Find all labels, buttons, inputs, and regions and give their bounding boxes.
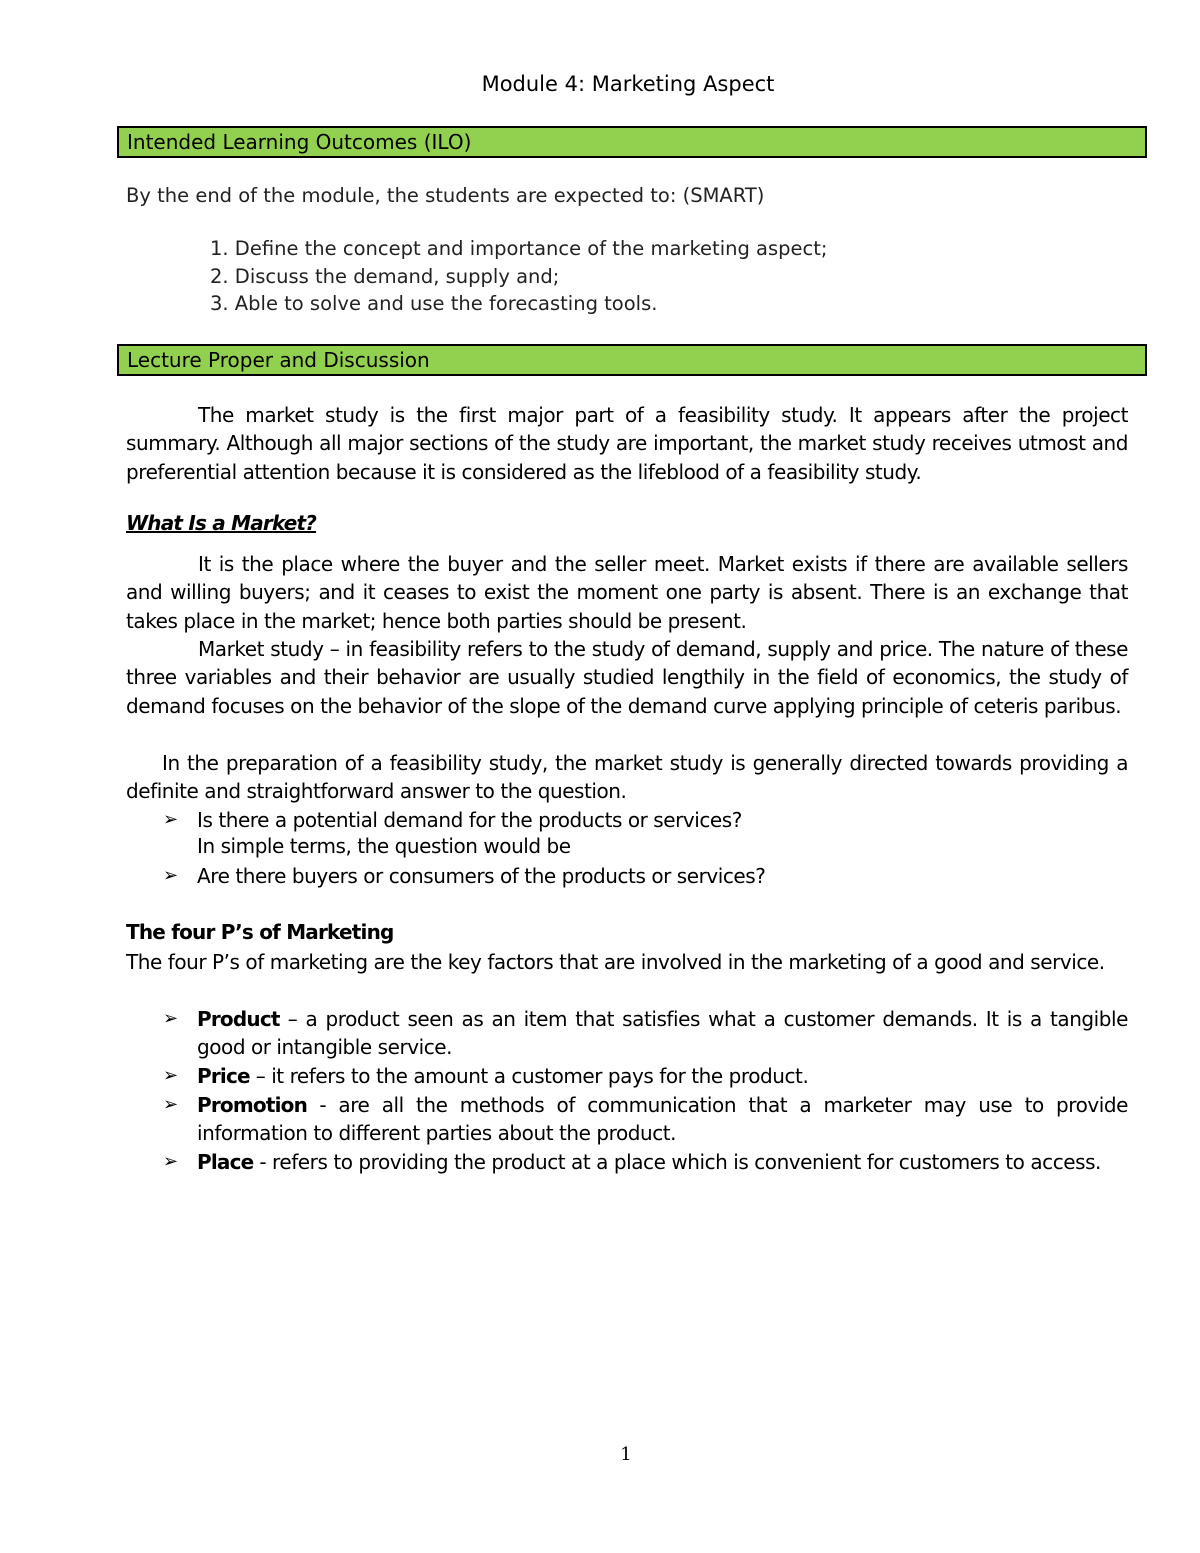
term-label: Price [197, 1064, 250, 1088]
term-description: it refers to the amount a customer pays for the product. [271, 1064, 809, 1088]
lecture-intro-paragraph: The market study is the first major part of a feasibility study. It appears after the project summary. Although all major sections of the study are important, the market study receives utmost and preferential attention because it is considered as the lifeblood of a feasibility study. [126, 403, 1128, 484]
term-label: Promotion [197, 1093, 308, 1117]
four-ps-item-price [163, 1062, 1128, 1090]
term-label: Product [197, 1007, 280, 1031]
what-is-a-market-heading: What Is a Market? [126, 511, 317, 535]
term-separator: - [253, 1150, 273, 1174]
page-number: 1 [620, 1444, 632, 1465]
list-item [163, 806, 1128, 834]
term-separator: - [307, 1093, 339, 1117]
arrow-bullet-icon: ➢ [163, 1065, 178, 1086]
term-separator: – [249, 1064, 272, 1088]
four-ps-item-promotion [163, 1091, 1128, 1148]
learning-outcome-1: 1. Define the concept and importance of the marketing aspect; [210, 237, 828, 260]
module-title: Module 4: Marketing Aspect [481, 72, 775, 96]
four-ps-intro: The four P’s of marketing are the key factors that are involved in the marketing of a good and service. [126, 950, 1105, 974]
list-item-text [197, 1148, 1128, 1176]
market-paragraph-2: Market study – in feasibility refers to the study of demand, supply and price. The nature of these three variables and their behavior are usually studied lengthily in the field of economics, the study of demand focuses on the behavior of the slope of the demand curve applying principle of ceteris paribus. [126, 637, 1128, 718]
four-ps-heading: The four P’s of Marketing [126, 920, 394, 944]
list-item [163, 862, 1128, 890]
learning-outcome-3: 3. Able to solve and use the forecasting tools. [210, 292, 658, 315]
term-label: Place [197, 1150, 254, 1174]
arrow-bullet-icon: ➢ [163, 809, 178, 830]
bullet-text: Are there buyers or consumers of the products or services? [197, 864, 766, 888]
term-description: refers to providing the product at a place which is convenient for customers to access. [272, 1150, 1101, 1174]
ilo-intro: By the end of the module, the students are expected to: (SMART) [126, 184, 765, 207]
term-description: are all the methods of communication that a marketer may use to provide information to different parties about the product. [197, 1093, 1128, 1146]
term-description: a product seen as an item that satisfies what a customer demands. It is a tangible good or intangible service. [197, 1007, 1128, 1060]
arrow-bullet-icon: ➢ [163, 1008, 178, 1029]
market-paragraph-3: In the preparation of a feasibility study, the market study is generally directed towards providing a definite and straightforward answer to the question. [126, 751, 1128, 804]
arrow-bullet-icon: ➢ [163, 1094, 178, 1115]
bullet-text: Is there a potential demand for the products or services? [197, 808, 742, 832]
ilo-section-header: Intended Learning Outcomes (ILO) [117, 126, 1147, 158]
term-separator: – [279, 1007, 306, 1031]
arrow-bullet-icon: ➢ [163, 865, 178, 886]
learning-outcome-2: 2. Discuss the demand, supply and; [210, 265, 560, 288]
list-item-text [197, 1005, 1128, 1062]
list-item-text [197, 1062, 1128, 1090]
simple-terms-line: In simple terms, the question would be [197, 834, 571, 858]
market-paragraph-1: It is the place where the buyer and the seller meet. Market exists if there are available sellers and willing buyers; and it ceases to exist the moment one party is absent. There is an exchange that takes place in the market; hence both parties should be present. [126, 552, 1128, 633]
lecture-section-header: Lecture Proper and Discussion [117, 344, 1147, 376]
four-ps-item-place [163, 1148, 1128, 1176]
arrow-bullet-icon: ➢ [163, 1151, 178, 1172]
four-ps-item-product [163, 1005, 1128, 1062]
list-item-text [197, 1091, 1128, 1148]
